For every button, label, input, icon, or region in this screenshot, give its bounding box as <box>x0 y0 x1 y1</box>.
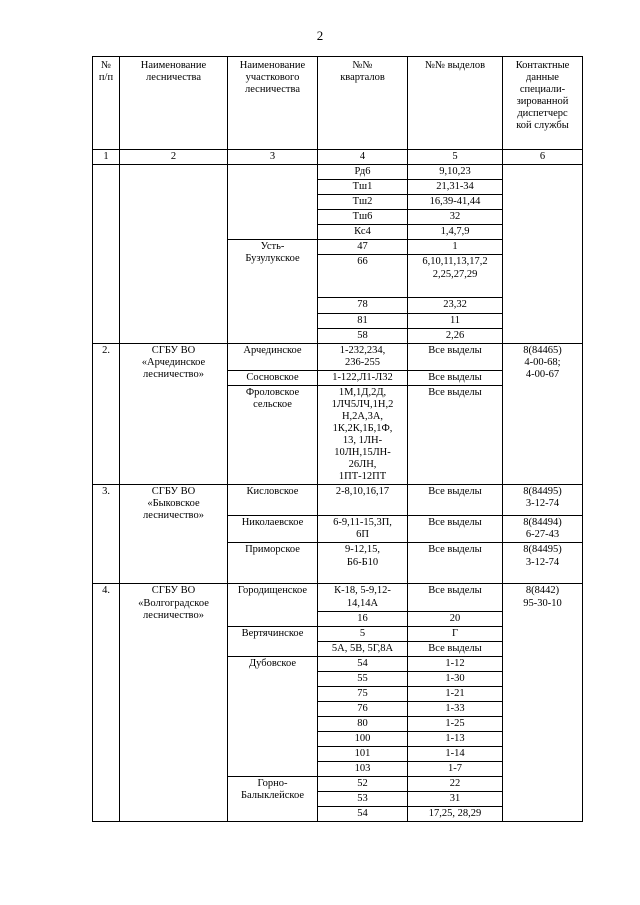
cell-district: Сосновское <box>228 370 318 385</box>
cell-quarter: 101 <box>318 747 408 762</box>
cell-forestry: СГБУ ВО «Арчединское лесничество» <box>120 343 228 485</box>
cell-district: Городищенское <box>228 584 318 626</box>
cell-allotment: Все выделы <box>408 343 503 370</box>
cell-district: Усть- Бузулукское <box>228 240 318 343</box>
table-row <box>93 584 583 611</box>
cell-allotment: 1-25 <box>408 717 503 732</box>
cell-district: Дубовское <box>228 656 318 777</box>
cell-allotment: 21,31-34 <box>408 180 503 195</box>
cell-quarter: Тш2 <box>318 195 408 210</box>
header-allotments: №№ выделов <box>408 57 503 150</box>
column-number: 3 <box>228 150 318 165</box>
cell-allotment: 9,10,23 <box>408 165 503 180</box>
cell-allotment: 1,4,7,9 <box>408 225 503 240</box>
cell-quarter: 81 <box>318 313 408 328</box>
cell-allotment: 1-30 <box>408 671 503 686</box>
cell-quarter: 16 <box>318 611 408 626</box>
cell-quarter: 58 <box>318 328 408 343</box>
cell-forestry: СГБУ ВО «Быковское лесничество» <box>120 485 228 584</box>
cell-allotment: 1 <box>408 240 503 255</box>
cell-quarter: 75 <box>318 686 408 701</box>
cell-quarter: Тш1 <box>318 180 408 195</box>
cell-allotment: 17,25, 28,29 <box>408 807 503 822</box>
cell-contact: 8(84495) 3-12-74 <box>503 543 583 584</box>
cell-quarter: Рд6 <box>318 165 408 180</box>
cell-district: Арчединское <box>228 343 318 370</box>
cell-allotment: 22 <box>408 777 503 792</box>
column-number: 1 <box>93 150 120 165</box>
cell-quarter: 80 <box>318 717 408 732</box>
cell-quarter: 52 <box>318 777 408 792</box>
cell-allotment: 16,39-41,44 <box>408 195 503 210</box>
cell-forestry: СГБУ ВО «Волгоградское лесничество» <box>120 584 228 822</box>
cell-quarter: Кс4 <box>318 225 408 240</box>
cell-allotment: 31 <box>408 792 503 807</box>
cell-quarter: 66 <box>318 255 408 298</box>
cell-quarter: 1-122,Л1-Л32 <box>318 370 408 385</box>
cell-district: Кисловское <box>228 485 318 516</box>
cell-allotment: Все выделы <box>408 584 503 611</box>
cell-allotment: 20 <box>408 611 503 626</box>
cell-quarter: Тш6 <box>318 210 408 225</box>
cell-district: Николаевское <box>228 516 318 543</box>
cell-forestry <box>120 165 228 344</box>
cell-allotment: Все выделы <box>408 485 503 516</box>
cell-district: Вертячинское <box>228 626 318 656</box>
cell-quarter: 78 <box>318 298 408 313</box>
cell-quarter: 103 <box>318 762 408 777</box>
cell-allotment: 1-14 <box>408 747 503 762</box>
cell-quarter: 54 <box>318 656 408 671</box>
cell-num <box>93 165 120 344</box>
forestry-table <box>92 56 583 822</box>
header-contact: Контактные данные специали- зированной диспетчерс кой службы <box>503 57 583 150</box>
cell-allotment: 1-13 <box>408 732 503 747</box>
cell-allotment: 11 <box>408 313 503 328</box>
header-quarters: №№ кварталов <box>318 57 408 150</box>
cell-contact: 8(8442) 95-30-10 <box>503 584 583 822</box>
column-number: 5 <box>408 150 503 165</box>
cell-quarter: 9-12,15, Б6-Б10 <box>318 543 408 584</box>
cell-allotment: Все выделы <box>408 385 503 485</box>
cell-quarter: 6-9,11-15,3П, 6П <box>318 516 408 543</box>
cell-district: Приморское <box>228 543 318 584</box>
table-row <box>93 485 583 516</box>
cell-quarter: 1М,1Д,2Д, 1ЛЧ5ЛЧ,1Н,2 Н,2А,3А, 1К,2К,1Б,1Ф, 13, 1ЛН- 10ЛН,15ЛН- 26ЛН, 1ПТ-12ПТ <box>318 385 408 485</box>
cell-district: Горно- Балыклейское <box>228 777 318 822</box>
cell-allotment: 6,10,11,13,17,2 2,25,27,29 <box>408 255 503 298</box>
cell-num: 4. <box>93 584 120 822</box>
cell-district: Фроловское сельское <box>228 385 318 485</box>
cell-contact: 8(84495) 3-12-74 <box>503 485 583 516</box>
header-forestry: Наименование лесничества <box>120 57 228 150</box>
cell-quarter: 55 <box>318 671 408 686</box>
cell-quarter: 100 <box>318 732 408 747</box>
cell-quarter: К-18, 5-9,12- 14,14А <box>318 584 408 611</box>
header-num: № п/п <box>93 57 120 150</box>
cell-allotment: Все выделы <box>408 370 503 385</box>
cell-num: 2. <box>93 343 120 485</box>
table-row <box>93 165 583 180</box>
cell-quarter: 47 <box>318 240 408 255</box>
column-number-row <box>93 150 583 165</box>
header-district: Наименование участкового лесничества <box>228 57 318 150</box>
cell-quarter: 76 <box>318 701 408 716</box>
cell-quarter: 53 <box>318 792 408 807</box>
cell-quarter: 1-232,234, 236-255 <box>318 343 408 370</box>
cell-allotment: Все выделы <box>408 543 503 584</box>
cell-district <box>228 165 318 240</box>
header-row <box>93 57 583 150</box>
cell-allotment: Г <box>408 626 503 641</box>
cell-contact: 8(84494) 6-27-43 <box>503 516 583 543</box>
table-row <box>93 343 583 370</box>
column-number: 6 <box>503 150 583 165</box>
cell-allotment: 1-12 <box>408 656 503 671</box>
cell-allotment: Все выделы <box>408 516 503 543</box>
page-number: 2 <box>316 28 324 43</box>
cell-num: 3. <box>93 485 120 584</box>
cell-quarter: 5А, 5В, 5Г,8А <box>318 641 408 656</box>
cell-allotment: Все выделы <box>408 641 503 656</box>
cell-quarter: 54 <box>318 807 408 822</box>
cell-allotment: 1-7 <box>408 762 503 777</box>
cell-allotment: 1-33 <box>408 701 503 716</box>
cell-quarter: 2-8,10,16,17 <box>318 485 408 516</box>
cell-contact <box>503 165 583 344</box>
cell-contact: 8(84465) 4-00-68; 4-00-67 <box>503 343 583 485</box>
cell-quarter: 5 <box>318 626 408 641</box>
column-number: 2 <box>120 150 228 165</box>
cell-allotment: 2,26 <box>408 328 503 343</box>
cell-allotment: 1-21 <box>408 686 503 701</box>
cell-allotment: 32 <box>408 210 503 225</box>
column-number: 4 <box>318 150 408 165</box>
cell-allotment: 23,32 <box>408 298 503 313</box>
